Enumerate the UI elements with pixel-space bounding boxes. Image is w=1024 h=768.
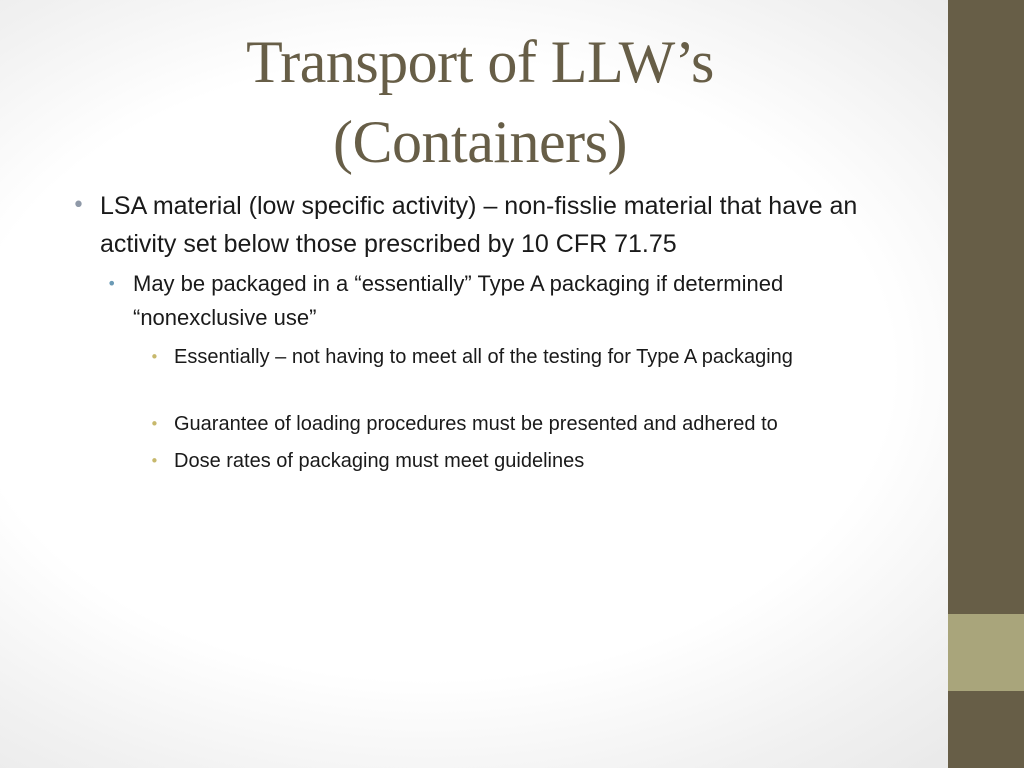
- sidebar-accent-block: [948, 614, 1024, 691]
- bullet-text: Dose rates of packaging must meet guidelines: [174, 450, 585, 472]
- bullet-text: May be packaged in a “essentially” Type A packaging if determined “nonexclusive use”: [133, 271, 784, 330]
- bullet-dot-icon: •: [150, 348, 159, 366]
- bullet-dot-icon: •: [72, 193, 85, 218]
- bullet-dot-icon: •: [150, 415, 159, 433]
- bullet-level-3: [150, 446, 894, 476]
- decorative-sidebar: [948, 0, 1024, 768]
- bullet-dot-icon: •: [107, 274, 117, 293]
- slide-title-line-2: (Containers): [333, 109, 627, 175]
- bullet-text: Guarantee of loading procedures must be presented and adhered to: [174, 413, 778, 435]
- bullet-level-3: [150, 342, 814, 372]
- bullet-dot-icon: •: [150, 452, 159, 470]
- bullet-level-1: [72, 187, 880, 263]
- bullet-level-3: [150, 409, 914, 439]
- bullet-level-2: [107, 267, 833, 335]
- bullet-text: LSA material (low specific activity) – non-fisslie material that have an activity set below those prescribed by 10 CFR 71.75: [100, 192, 858, 258]
- slide-title-line-1: Transport of LLW’s: [246, 29, 714, 95]
- bullet-text: Essentially – not having to meet all of the testing for Type A packaging: [174, 346, 793, 368]
